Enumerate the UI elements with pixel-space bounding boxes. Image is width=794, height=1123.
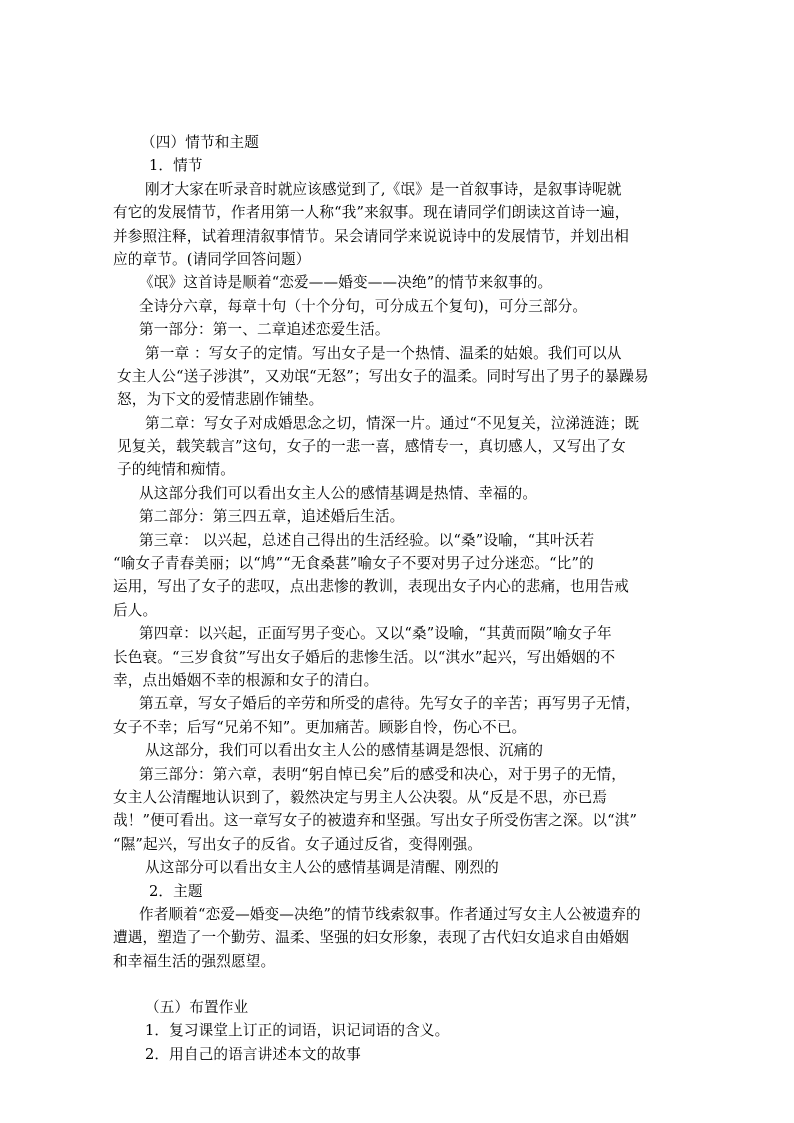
paragraph-line: 子的纯情和痴情。 xyxy=(117,461,235,479)
paragraph-line: 运用，写出了女子的悲叹，点出悲惨的教训，表现出女子内心的悲痛，也用告戒 xyxy=(113,578,630,596)
paragraph-line: 《氓》这首诗是顺着“恋爱——婚变——决绝”的情节来叙事的。 xyxy=(139,274,553,292)
paragraph-line: 幸，点出婚姻不幸的根源和女子的清白。 xyxy=(113,671,379,689)
paragraph-line: 后人。 xyxy=(113,601,158,619)
paragraph-line: 第三章： 以兴起，总述自己得出的生活经验。以“桑”设喻，“其叶沃若 xyxy=(139,531,595,549)
paragraph-line: 从这部分我们可以看出女主人公的感情基调是热情、幸福的。 xyxy=(139,484,538,502)
paragraph-line: 并参照注释，试着理清叙事情节。呆会请同学来说说诗中的发展情节，并划出相 xyxy=(113,227,630,245)
paragraph-line: 第一章 ：写女子的定情。写出女子是一个热情、温柔的姑娘。我们可以从 xyxy=(145,344,622,362)
paragraph-line: 全诗分六章，每章十句（十个分句，可分成五个复句)，可分三部分。 xyxy=(139,297,588,315)
paragraph-line: 第二章：写女子对成婚思念之切，情深一片。通过“不见复关，泣涕涟涟；既 xyxy=(145,414,640,432)
paragraph-line: 遭遇，塑造了一个勤劳、温柔、坚强的妇女形象，表现了古代妇女追求自由婚姻 xyxy=(113,929,630,947)
paragraph-line: 第三部分：第六章，表明“躬自悼已矣”后的感受和决心，对于男子的无情， xyxy=(139,765,627,783)
paragraph-line: 作者顺着“恋爱—婚变—决绝”的情节线索叙事。作者通过写女主人公被遗弃的 xyxy=(139,905,641,923)
paragraph-line: 和幸福生活的强烈愿望。 xyxy=(113,952,276,970)
paragraph-line: 刚才大家在听录音时就应该感觉到了,《氓》是一首叙事诗，是叙事诗呢就 xyxy=(145,180,622,198)
paragraph-line: 哉！”便可看出。这一章写女子的被遗弃和坚强。写出女子所受伤害之深。以“淇” xyxy=(113,812,638,830)
paragraph-line: 女主人公“送子涉淇”，又劝氓“无怒”；写出女子的温柔。同时写出了男子的暴躁易 xyxy=(117,367,649,385)
paragraph-line: 应的章节。(请同学回答问题） xyxy=(113,250,311,268)
section-heading: （四）情节和主题 xyxy=(141,134,259,151)
paragraph-line: 第四章：以兴起，正面写男子变心。又以“桑”设喻，“其黄而陨”喻女子年 xyxy=(139,625,612,643)
paragraph-line: 从这部分，我们可以看出女主人公的感情基调是怨恨、沉痛的 xyxy=(145,742,544,760)
paragraph-line: 第五章，写女子婚后的辛劳和所受的虐待。先写女子的辛苦；再写男子无情， xyxy=(139,695,641,713)
paragraph-line: 女子不幸；后写“兄弟不知”。更加痛苦。顾影自怜，伤心不已。 xyxy=(113,718,527,736)
paragraph-line: 有它的发展情节，作者用第一人称“我”来叙事。现在请同学们朗读这首诗一遍， xyxy=(113,204,630,222)
homework-item: 1．复习课堂上订正的词语，识记词语的含义。 xyxy=(145,1022,450,1040)
paragraph-line: “喻女子青春美丽；以“鸠”“无食桑葚”喻女子不要对男子过分迷恋。“比”的 xyxy=(113,555,594,573)
subheading-plot: 1．情节 xyxy=(149,157,203,175)
paragraph-line: 怒，为下文的爱情悲剧作铺垫。 xyxy=(117,391,324,409)
paragraph-line: 从这部分可以看出女主人公的感情基调是清醒、刚烈的 xyxy=(145,859,499,877)
paragraph-line: 第一部分：第一、二章追述恋爱生活。 xyxy=(139,321,390,339)
section-heading: （五）布置作业 xyxy=(145,999,249,1017)
homework-item: 2．用自己的语言讲述本文的故事 xyxy=(145,1045,361,1063)
paragraph-line: “隰”起兴，写出女子的反省。女子通过反省，变得刚强。 xyxy=(113,835,483,853)
section-spacer xyxy=(113,973,687,996)
paragraph-line: 女主人公清醒地认识到了，毅然决定与男主人公决裂。从“反是不思，亦已焉 xyxy=(113,788,608,806)
paragraph-line: 第二部分：第三四五章，追述婚后生活。 xyxy=(139,508,405,526)
document-page xyxy=(113,131,687,1066)
paragraph-line: 见复关，载笑载言”这句，女子的一悲一喜，感情专一，真切感人，又写出了女 xyxy=(117,438,626,456)
paragraph-line: 长色衰。“三岁食贫”写出女子婚后的悲惨生活。以“淇水”起兴，写出婚姻的不 xyxy=(113,648,616,666)
subheading-theme: 2．主题 xyxy=(149,882,203,900)
